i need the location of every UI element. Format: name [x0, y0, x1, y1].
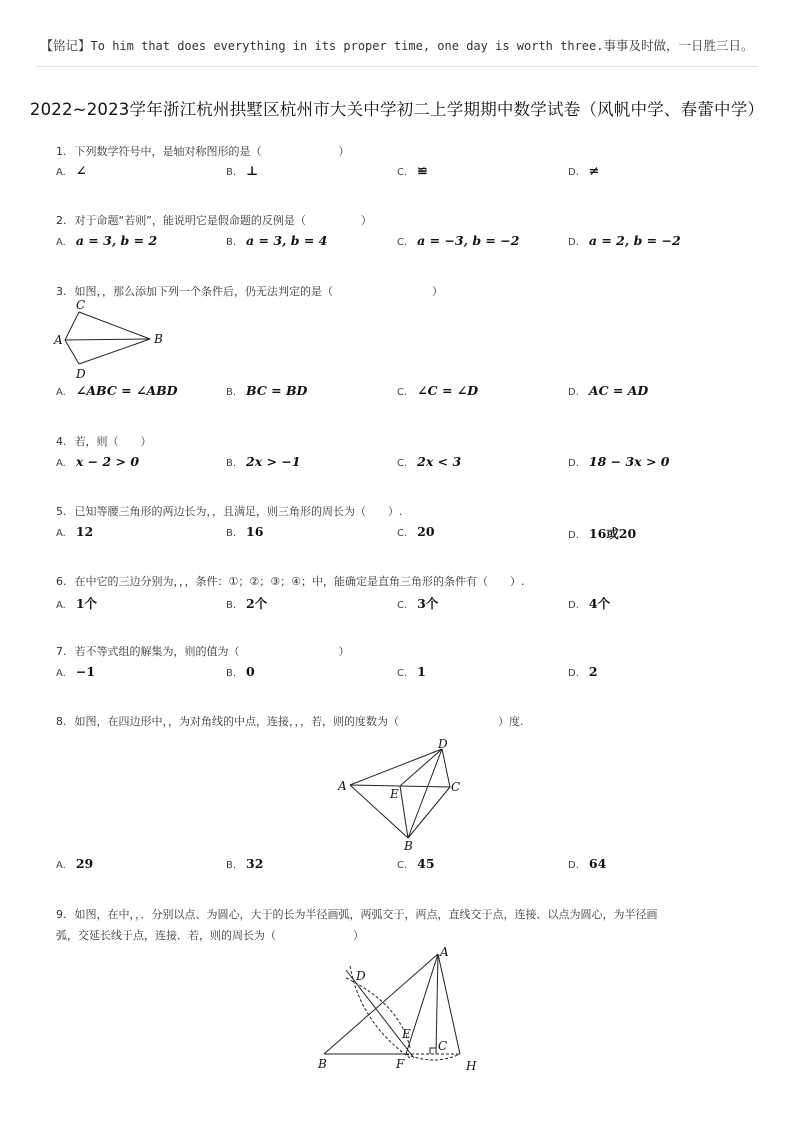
label-c: C: [451, 780, 461, 794]
question-number: 7.: [56, 645, 67, 658]
figure-triangle-construction: [310, 944, 490, 1074]
label-c: C: [438, 1039, 448, 1053]
question-text: 在中它的三边分别为，，，条件：①；②；③；④；中，能确定是直角三角形的条件有（ ）.: [74, 575, 525, 588]
option-c[interactable]: C. 20: [397, 524, 435, 539]
question-number: 1.: [56, 145, 67, 158]
label-e: E: [390, 787, 399, 801]
label-e: E: [402, 1027, 411, 1041]
question-text: 若，则（ ）: [74, 435, 152, 448]
exam-title: 2022~2023学年浙江杭州拱墅区杭州市大关中学初二上学期期中数学试卷（风帆中学、春蕾中学）: [29, 100, 765, 119]
question-2: [56, 210, 372, 231]
option-a[interactable]: A. 12: [56, 524, 94, 539]
label-h: H: [466, 1059, 477, 1073]
option-c[interactable]: C. 2x < 3: [397, 454, 462, 469]
motto-english: To him that does everything in its proper time, one day is worth three.: [90, 39, 604, 53]
options-7: [56, 664, 756, 684]
question-number: 9.: [56, 908, 67, 921]
option-b[interactable]: B. 2个: [226, 596, 268, 611]
option-a[interactable]: A. −1: [56, 664, 96, 679]
label-b: B: [404, 839, 413, 853]
question-text: 下列数学符号中，是轴对称图形的是（ ）: [74, 145, 350, 158]
question-text: 若不等式组的解集为，则的值为（ ）: [74, 645, 350, 658]
question-1: [56, 141, 350, 162]
option-a[interactable]: A. ∠ABC = ∠ABD: [56, 383, 178, 398]
options-6: [56, 594, 756, 614]
option-a[interactable]: A. ∠: [56, 163, 87, 178]
header-divider: [36, 66, 758, 67]
option-d[interactable]: D. 2: [568, 664, 598, 679]
figure-quadrilateral-acbd: [48, 298, 178, 382]
option-a[interactable]: A. x − 2 > 0: [56, 454, 140, 469]
question-9-continued: [56, 925, 364, 946]
label-c: C: [76, 298, 86, 312]
option-b[interactable]: B. ⊥: [226, 163, 259, 178]
option-b[interactable]: B. a = 3, b = 4: [226, 233, 328, 248]
motto-line: [0, 36, 794, 54]
label-d: D: [438, 737, 448, 751]
option-c[interactable]: C. 1: [397, 664, 426, 679]
options-8: [56, 856, 756, 876]
option-a[interactable]: A. a = 3, b = 2: [56, 233, 158, 248]
option-d[interactable]: D. ≠: [568, 163, 600, 178]
option-c[interactable]: C. 3个: [397, 596, 439, 611]
options-3: [56, 383, 756, 403]
question-text: 如图，，那么添加下列一个条件后，仍无法判定的是（ ）: [74, 285, 443, 298]
question-text: 如图，在四边形中，，为对角线的中点，连接，，，若，则的度数为（ ）度.: [74, 715, 524, 728]
option-d[interactable]: D. a = 2, b = −2: [568, 233, 681, 248]
motto-tag: 【铭记】: [40, 38, 91, 53]
question-9: [56, 904, 658, 925]
options-1: [56, 163, 756, 183]
option-c[interactable]: C. a = −3, b = −2: [397, 233, 520, 248]
option-a[interactable]: A. 29: [56, 856, 94, 871]
label-d: D: [76, 367, 86, 381]
question-number: 5.: [56, 505, 67, 518]
question-5: [56, 501, 403, 522]
question-text-line-2: 弧，交延长线于点，连接．若，则的周长为（ ）: [56, 929, 364, 942]
label-a: A: [54, 333, 63, 347]
option-d[interactable]: D. 4个: [568, 596, 611, 611]
option-b[interactable]: B. 0: [226, 664, 255, 679]
label-a: A: [338, 779, 347, 793]
label-d: D: [356, 969, 366, 983]
option-a[interactable]: A. 1个: [56, 596, 98, 611]
label-b: B: [154, 332, 163, 346]
options-5: [56, 524, 756, 544]
option-d[interactable]: D. AC = AD: [568, 383, 649, 398]
option-d[interactable]: D. 64: [568, 856, 607, 871]
question-text: 已知等腰三角形的两边长为，，且满足，则三角形的周长为（ ）.: [74, 505, 403, 518]
question-number: 3.: [56, 285, 67, 298]
option-c[interactable]: C. ∠C = ∠D: [397, 383, 479, 398]
question-text-line-1: 如图，在中，，．分别以点、为圆心，大于的长为半径画弧，两弧交于，两点，直线交于点，连接．以点为圆心，为半径画: [74, 908, 658, 921]
question-text: 对于命题“若则”，能说明它是假命题的反例是（ ）: [74, 214, 372, 227]
option-d[interactable]: D. 16或20: [568, 526, 637, 541]
question-4: [56, 431, 152, 452]
option-b[interactable]: B. 2x > −1: [226, 454, 301, 469]
question-number: 2.: [56, 214, 67, 227]
question-7: [56, 641, 350, 662]
option-b[interactable]: B. 16: [226, 524, 264, 539]
question-6: [56, 571, 524, 592]
option-b[interactable]: B. 32: [226, 856, 264, 871]
options-4: [56, 454, 756, 474]
label-a: A: [440, 945, 449, 959]
option-c[interactable]: C. 45: [397, 856, 435, 871]
label-f: F: [396, 1057, 405, 1071]
option-d[interactable]: D. 18 − 3x > 0: [568, 454, 670, 469]
figure-quadrilateral-abcd: [330, 736, 470, 854]
question-number: 6.: [56, 575, 67, 588]
question-number: 8.: [56, 715, 67, 728]
motto-chinese: 事事及时做，一日胜三日。: [603, 38, 754, 53]
option-b[interactable]: B. BC = BD: [226, 383, 308, 398]
options-2: [56, 233, 756, 253]
option-c[interactable]: C. ≌: [397, 163, 428, 178]
question-8: [56, 711, 524, 732]
label-b: B: [318, 1057, 327, 1071]
question-number: 4.: [56, 435, 67, 448]
